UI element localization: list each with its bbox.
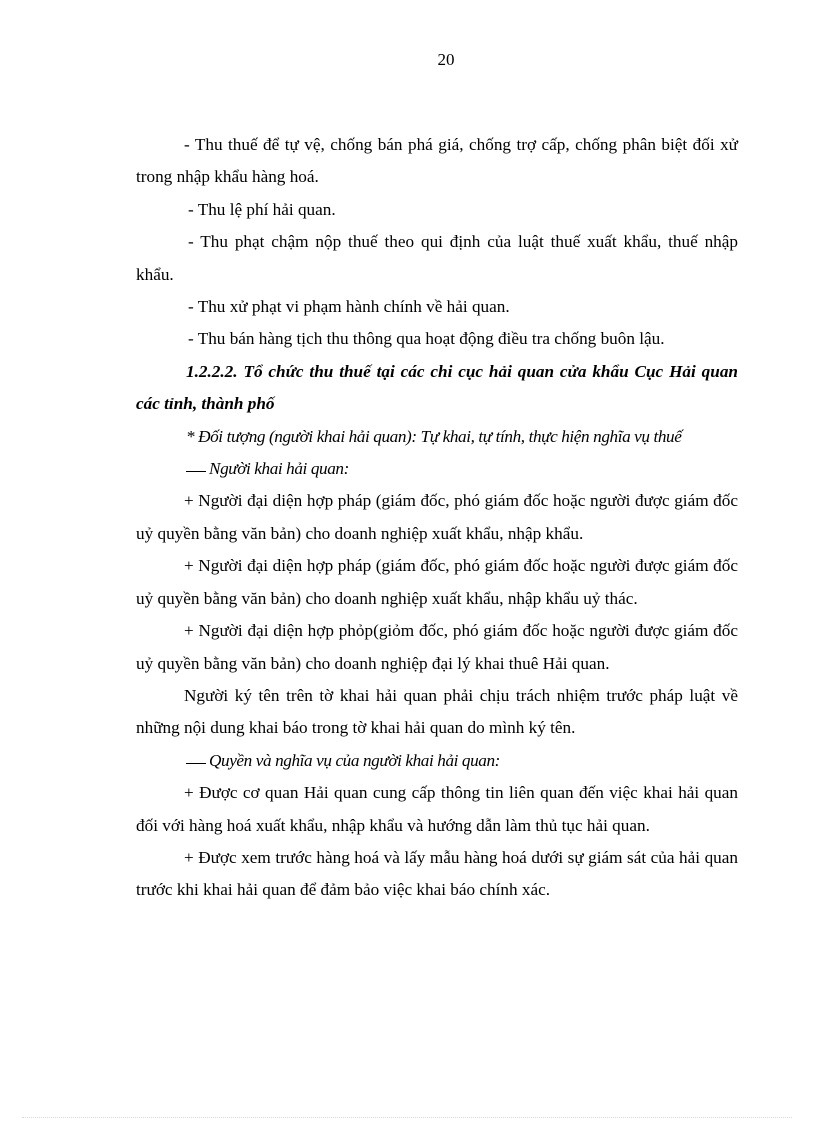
item-right-information: + Được cơ quan Hải quan cung cấp thông tin liên quan đến việc khai hải quan đối với hàng hoá xuất khẩu, nhập khẩu và hướng dẫn làm thủ tục hải quan. <box>136 783 738 835</box>
item-legal-representative-2: + Người đại diện hợp pháp (giám đốc, phó giám đốc hoặc người được giám đốc uỷ quyền bằng văn bản) cho doanh nghiệp xuất khẩu, nhập khẩu uỷ thác. <box>136 556 738 608</box>
bullet-late-payment-penalty: - Thu phạt chậm nộp thuế theo qui định của luật thuế xuất khẩu, thuế nhập khẩu. <box>136 232 738 284</box>
item-legal-representative-3: + Người đại diện hợp phỏp(giỏm đốc, phó giám đốc hoặc người được giám đốc uỷ quyền bằng văn bản) cho doanh nghiệp đại lý khai thuê Hải quan. <box>136 621 738 673</box>
section-heading: 1.2.2.2. Tổ chức thu thuế tại các chi cục hải quan cửa khẩu Cục Hải quan các tỉnh, thành phố <box>136 361 738 414</box>
item-legal-representative-1: + Người đại diện hợp pháp (giám đốc, phó giám đốc hoặc người được giám đốc uỷ quyền bằng văn bản) cho doanh nghiệp xuất khẩu, nhập khẩu. <box>136 491 738 543</box>
subheading-declarant-text: Người khai hải quan: <box>209 459 349 479</box>
bullet-customs-fee: - Thu lệ phí hải quan. <box>188 199 336 219</box>
subheading-rights-obligations <box>136 745 738 777</box>
paragraph-signer-responsibility: Người ký tên trên tờ khai hải quan phải chịu trách nhiệm trước pháp luật về những nội dung khai báo trong tờ khai hải quan do mình ký tên. <box>136 685 738 738</box>
subheading-declarant <box>136 453 738 485</box>
footer-rule <box>22 1117 792 1118</box>
subject-note: * Đối tượng (người khai hải quan): Tự khai, tự tính, thực hiện nghĩa vụ thuế <box>186 426 682 446</box>
bullet-anti-dumping-tax: - Thu thuế để tự vệ, chống bán phá giá, chống trợ cấp, chống phân biệt đối xử trong nhập khẩu hàng hoá. <box>136 135 738 187</box>
dash-mark <box>186 763 206 764</box>
item-right-inspect-goods: + Được xem trước hàng hoá và lấy mẫu hàng hoá dưới sự giám sát của hải quan trước khi khai hải quan để đảm bảo việc khai báo chính xác. <box>136 847 738 900</box>
bullet-administrative-penalty: - Thu xử phạt vi phạm hành chính về hải quan. <box>188 297 510 317</box>
page-number: 20 <box>437 50 455 69</box>
bullet-confiscated-goods-sales: - Thu bán hàng tịch thu thông qua hoạt động điều tra chống buôn lậu. <box>188 329 665 349</box>
dash-mark <box>186 471 206 472</box>
subheading-rights-obligations-text: Quyền và nghĩa vụ của người khai hải quan: <box>209 750 501 770</box>
document-body <box>136 129 738 907</box>
